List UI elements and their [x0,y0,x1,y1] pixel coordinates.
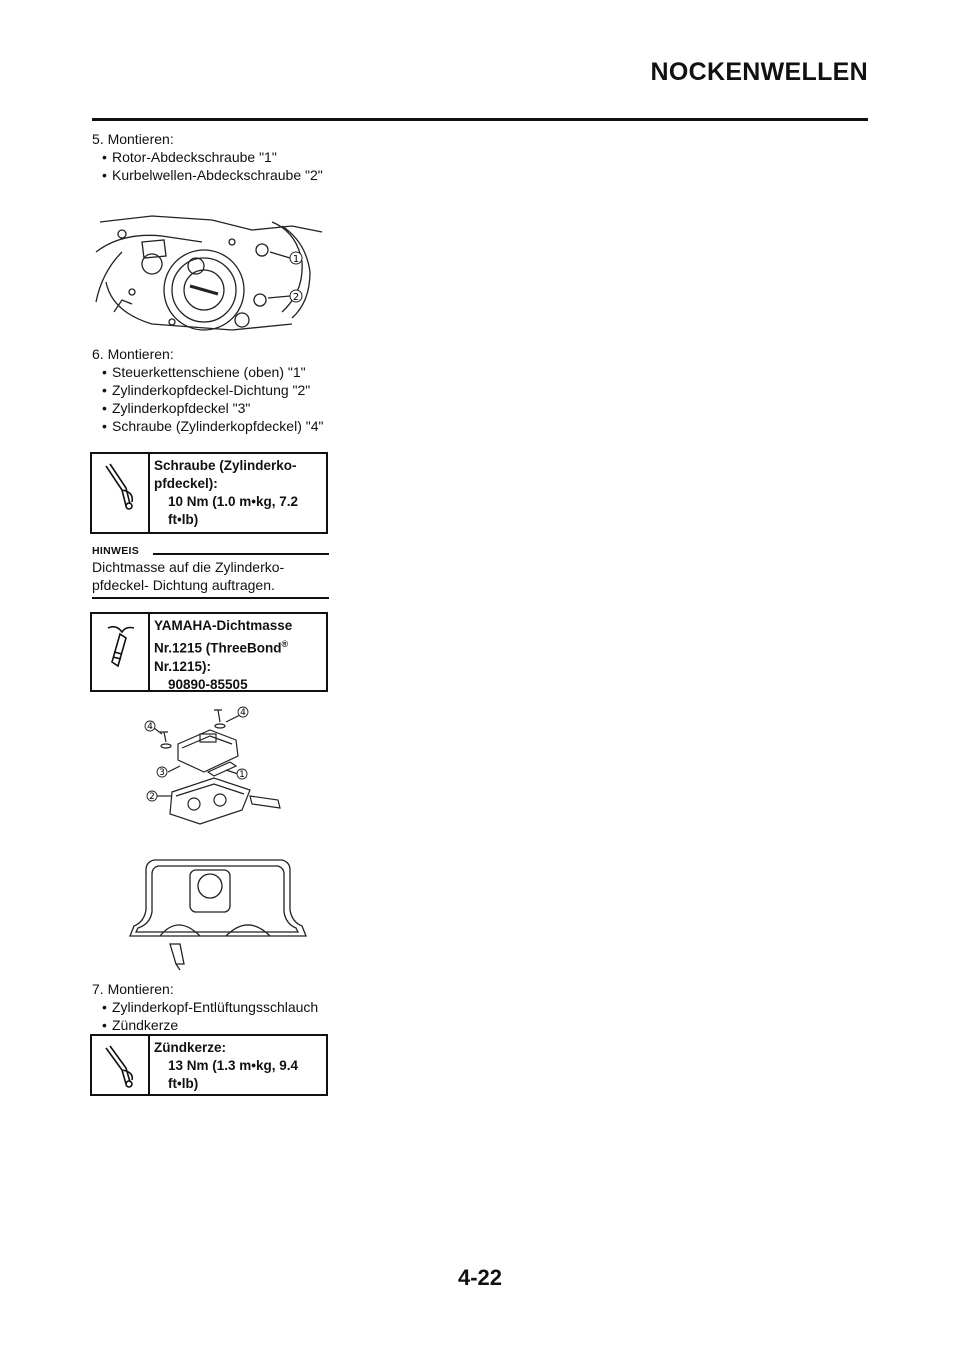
icon-cell [92,1036,150,1094]
spec-label-line-3: Nr.1215): [154,658,212,674]
torque-wrench-icon [100,1044,140,1090]
step-7-item: • Zylinderkopf-Entlüftungsschlauch [92,998,332,1016]
step-5-item: • Kurbelwellen-Abdeckschraube "2" [92,166,332,184]
callout-4: 4 [147,722,153,732]
torque-spec-spark-plug [90,1034,328,1096]
step-7-item: • Zündkerze [92,1016,332,1034]
callout-3: 3 [159,768,165,778]
step-7-title: 7. Montieren: [92,981,174,997]
step-5-title: 5. Montieren: [92,131,174,147]
step-6-item: • Zylinderkopfdeckel "3" [92,399,332,417]
note-label: HINWEIS [92,545,140,557]
step-6 [92,345,332,435]
step-5 [92,130,332,184]
callout-1: 1 [292,254,300,265]
note-rule-bottom [92,597,329,599]
cylinder-head-cover-exploded-illustration [130,700,300,830]
sealant-tube-icon [100,622,140,672]
icon-cell [92,454,150,532]
spec-label: Schraube (Zylinderko- pfdeckel): [154,458,297,491]
step-6-title: 6. Montieren: [92,346,174,362]
icon-cell [92,614,150,690]
step-6-item: • Zylinderkopfdeckel-Dichtung "2" [92,381,332,399]
spec-text [150,454,326,532]
sealant-spec [90,612,328,692]
spec-text [150,614,326,690]
spec-label-line-1: YAMAHA-Dichtmasse [154,618,293,633]
step-5-item: • Rotor-Abdeckschraube "1" [92,148,332,166]
callout-2: 2 [149,792,155,802]
registered-mark: ® [281,639,289,649]
page-number: 4-22 [457,1265,503,1290]
callout-1: 1 [239,770,245,780]
step-7 [92,980,332,1034]
torque-spec-cover-bolt [90,452,328,534]
spec-value: 10 Nm (1.0 m•kg, 7.2 ft•lb) [168,494,299,527]
gasket-sealant-illustration [124,852,314,972]
step-6-item: • Schraube (Zylinderkopfdeckel) "4" [92,417,332,435]
engine-cover-illustration [92,212,330,334]
spec-value: 90890-85505 [168,676,248,692]
spec-text [150,1036,326,1094]
note-text: Dichtmasse auf die Zylinderko- pfdeckel- Dichtung auftragen. [92,559,285,593]
note-rule-top [153,553,329,555]
callout-2: 2 [292,292,300,303]
torque-wrench-icon [100,462,140,512]
header-rule [92,118,868,121]
step-6-item: • Steuerkettenschiene (oben) "1" [92,363,332,381]
callout-4: 4 [240,708,246,718]
spec-value: 13 Nm (1.3 m•kg, 9.4 ft•lb) [168,1058,299,1091]
page-title: NOCKENWELLEN [650,58,868,86]
spec-label-line-2: Nr.1215 (ThreeBond [154,640,282,656]
spec-label: Zündkerze: [154,1040,227,1055]
